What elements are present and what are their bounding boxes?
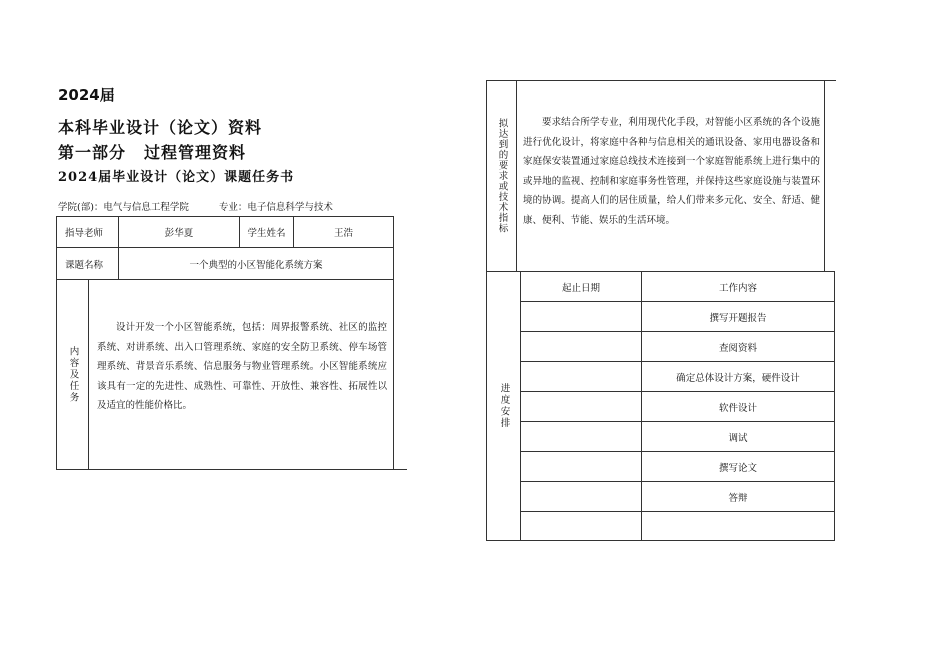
schedule-label-cell [486, 271, 521, 541]
info-line [58, 199, 333, 213]
schedule-date-cell [520, 361, 642, 392]
advisor-label: 指导老师 [56, 216, 119, 248]
table-edge-line [393, 469, 407, 470]
year-heading: 2024届 [58, 86, 115, 104]
schedule-label: 进度安排 [498, 383, 510, 429]
schedule-content-cell: 撰写开题报告 [641, 301, 835, 332]
schedule-date-cell [520, 391, 642, 422]
content-label-cell [56, 279, 89, 470]
schedule-date-cell [520, 301, 642, 332]
schedule-content-cell: 查阅资料 [641, 331, 835, 362]
content-cell [88, 279, 394, 470]
advisor-name: 彭华夏 [118, 216, 240, 248]
document-title: 本科毕业设计（论文）资料 [58, 118, 263, 137]
requirements-label: 拟达到的要求或技术指标 [496, 118, 508, 234]
content-text: 设计开发一个小区智能系统，包括：周界报警系统、社区的监控系统、对讲系统、出入口管理系统、家庭的安全防卫系统、停车场管理系统、背景音乐系统、信息服务与物业管理系统。小区智能系统应该具有一定的先进性、成熟性、可靠性、开放性、兼容性、拓展性以及适宜的性能价格比。 [97, 322, 387, 411]
col-header-content: 工作内容 [641, 271, 835, 302]
schedule-content-cell: 确定总体设计方案，硬件设计 [641, 361, 835, 392]
requirements-text: 要求结合所学专业，利用现代化手段，对智能小区系统的各个设施进行优化设计，将家庭中各种与信息相关的通讯设备、家用电器设备和家庭保安装置通过家庭总线技术连接到一个家庭智能系统上进行集中的或异地的监视、控制和家庭事务性管理，并保持这些家庭设施与装置环境的协调。提高人们的居住质量，给人们带来多元化、安全、舒适、健康、便利、节能、娱乐的生活环境。 [523, 117, 820, 226]
requirements-cell [516, 80, 825, 272]
schedule-content-cell [641, 511, 835, 541]
schedule-date-cell [520, 421, 642, 452]
student-name: 王浩 [293, 216, 394, 248]
schedule-content-cell: 撰写论文 [641, 451, 835, 482]
content-label: 内容及任务 [67, 345, 79, 404]
schedule-date-cell [520, 331, 642, 362]
schedule-content-cell: 答辩 [641, 481, 835, 512]
college-text: 学院(部)：电气与信息工程学院 [58, 202, 189, 213]
topic-label: 课题名称 [56, 247, 119, 280]
schedule-content-cell: 软件设计 [641, 391, 835, 422]
col-header-date: 起止日期 [520, 271, 642, 302]
schedule-date-cell [520, 481, 642, 512]
schedule-date-cell [520, 451, 642, 482]
major-text: 专业：电子信息科学与技术 [218, 202, 333, 213]
part-heading [58, 140, 246, 163]
schedule-date-cell [520, 511, 642, 541]
part-label: 第一部分 [58, 143, 127, 162]
topic-name: 一个典型的小区智能化系统方案 [118, 247, 394, 280]
requirements-label-cell [486, 80, 517, 272]
task-title: 2024届毕业设计（论文）课题任务书 [58, 170, 295, 185]
student-label: 学生姓名 [239, 216, 294, 248]
schedule-content-cell: 调试 [641, 421, 835, 452]
table-edge-line [824, 80, 836, 81]
part-name: 过程管理资料 [144, 143, 247, 162]
